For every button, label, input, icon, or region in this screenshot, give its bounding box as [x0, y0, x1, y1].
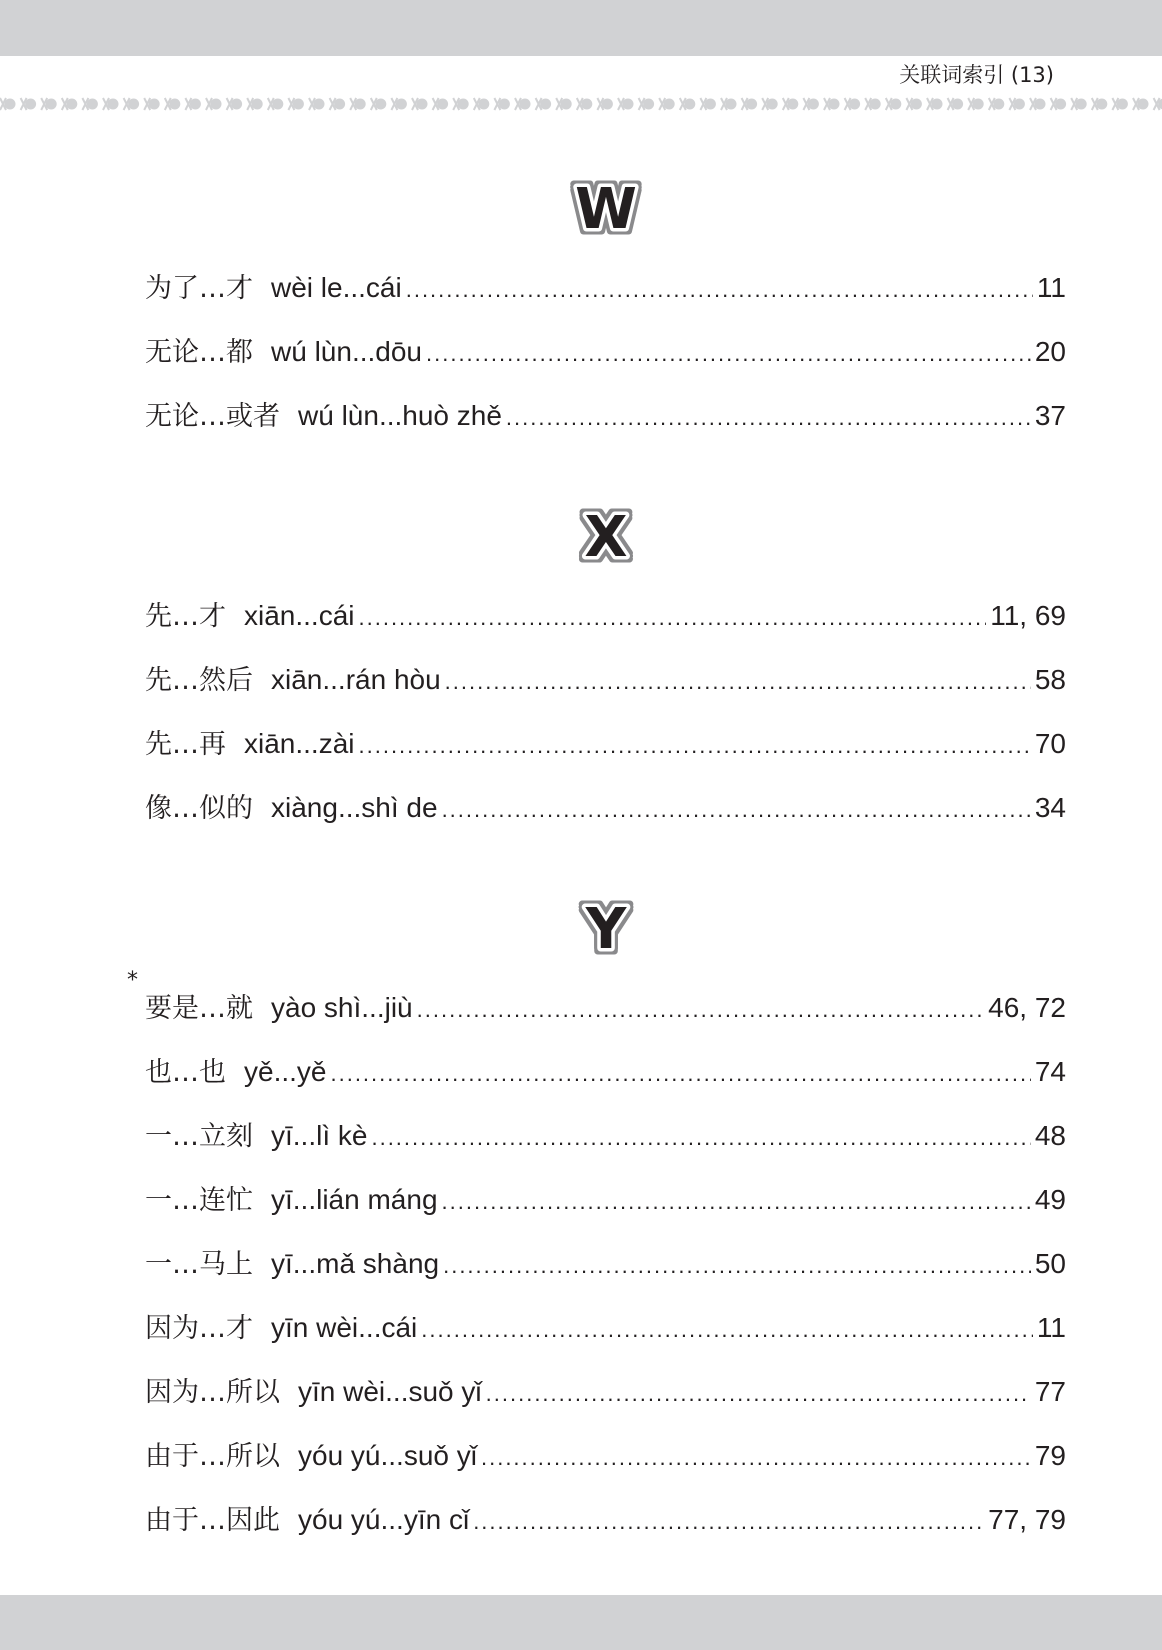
entry-pages: 34 — [1034, 792, 1066, 823]
dot-leader — [417, 978, 985, 1042]
pattern-dot — [829, 99, 840, 110]
pattern-dot — [499, 99, 510, 110]
letter-badge-y — [566, 892, 646, 962]
pattern-dot — [1014, 99, 1025, 110]
entry-chinese: 要是…就 — [145, 993, 253, 1024]
pattern-dot — [808, 99, 819, 110]
pattern-dot — [1138, 99, 1149, 110]
dot-leader — [442, 778, 1031, 842]
entry-chinese: 无论…都 — [145, 337, 253, 368]
entry-chinese: 由于…因此 — [145, 1505, 280, 1536]
dot-leader — [406, 258, 1033, 322]
pattern-dot — [334, 99, 345, 110]
pattern-dot — [520, 99, 531, 110]
dot-leader — [443, 1234, 1031, 1298]
entry-pinyin: wèi le...cái — [271, 272, 402, 303]
entry-pinyin: wú lùn...dōu — [271, 336, 422, 367]
pattern-dot — [684, 99, 695, 110]
pattern-dot — [787, 99, 798, 110]
pattern-dot — [870, 99, 881, 110]
entry-chinese: 为了…才 — [145, 273, 253, 304]
dot-leader — [426, 322, 1031, 386]
pattern-dot — [1096, 99, 1107, 110]
pattern-dot — [5, 99, 16, 110]
dot-leader — [445, 650, 1031, 714]
entry-pages: 77 — [1034, 1376, 1066, 1407]
pattern-dot — [993, 99, 1004, 110]
entry-pages: 11 — [1036, 1312, 1066, 1343]
entry-pinyin: xiān...zài — [244, 728, 355, 759]
pattern-dot — [890, 99, 901, 110]
dot-leader — [421, 1298, 1033, 1362]
pattern-dot — [1035, 99, 1046, 110]
index-entry — [145, 256, 1066, 320]
section-letter: W — [574, 177, 637, 242]
pattern-dot — [375, 99, 386, 110]
section-x — [145, 500, 1066, 840]
pattern-dot — [458, 99, 469, 110]
entry-pinyin: wú lùn...huò zhě — [298, 400, 502, 431]
entry-pages: 46, 72 — [988, 992, 1066, 1023]
dot-leader — [473, 1490, 984, 1554]
entry-pages: 58 — [1034, 664, 1066, 695]
entry-chinese: 像…似的 — [145, 793, 253, 824]
entry-chinese: 一…马上 — [145, 1249, 253, 1280]
entry-pinyin: yào shì...jiù — [271, 992, 413, 1023]
section-w — [145, 172, 1066, 448]
pattern-dot — [211, 99, 222, 110]
index-entry — [145, 1488, 1066, 1552]
entry-pinyin: yóu yú...suǒ yǐ — [298, 1440, 477, 1471]
pattern-dot — [293, 99, 304, 110]
pattern-dot — [932, 99, 943, 110]
top-band — [0, 0, 1162, 56]
index-entry — [145, 584, 1066, 648]
entry-pages: 74 — [1034, 1056, 1066, 1087]
letter-badge-w — [566, 172, 646, 242]
pattern-dot — [767, 99, 778, 110]
index-entry — [127, 968, 1066, 1040]
entry-pages: 49 — [1034, 1184, 1066, 1215]
pattern-dot — [643, 99, 654, 110]
section-letter: Y — [585, 897, 626, 962]
entry-pages: 70 — [1034, 728, 1066, 759]
bottom-band — [0, 1595, 1162, 1650]
pattern-dot — [602, 99, 613, 110]
pattern-dot — [190, 99, 201, 110]
pattern-dot — [25, 99, 36, 110]
dot-leader — [359, 586, 987, 650]
pattern-dot — [1117, 99, 1128, 110]
entry-pinyin: yóu yú...yīn cǐ — [298, 1504, 470, 1535]
dot-leader — [481, 1426, 1031, 1490]
pattern-dot — [952, 99, 963, 110]
letter-badge-x — [566, 500, 646, 570]
entry-pinyin: xiān...cái — [244, 600, 355, 631]
entry-pinyin: yě...yě — [244, 1056, 327, 1087]
pattern-dot — [1055, 99, 1066, 110]
pattern-dot — [726, 99, 737, 110]
pattern-dot — [1076, 99, 1087, 110]
index-entry — [145, 1424, 1066, 1488]
section-letter: X — [583, 505, 628, 570]
index-entry — [145, 712, 1066, 776]
index-entry — [145, 1104, 1066, 1168]
index-entry — [145, 648, 1066, 712]
dot-leader — [486, 1362, 1031, 1426]
pattern-dot — [252, 99, 263, 110]
entry-pages: 11 — [1036, 272, 1066, 303]
pattern-dot — [417, 99, 428, 110]
entry-chinese: 先…再 — [145, 729, 226, 760]
entry-pinyin: yī...lián máng — [271, 1184, 438, 1215]
entry-pinyin: xiān...rán hòu — [271, 664, 441, 695]
dot-leader — [359, 714, 1031, 778]
dot-leader — [330, 1042, 1030, 1106]
entry-pinyin: yī...mǎ shàng — [271, 1248, 440, 1279]
pattern-dot — [705, 99, 716, 110]
pattern-dot — [149, 99, 160, 110]
index-entry — [145, 1296, 1066, 1360]
decorative-pattern-band — [0, 97, 1162, 111]
pattern-dot — [66, 99, 77, 110]
dot-leader — [371, 1106, 1030, 1170]
entry-pinyin: yīn wèi...cái — [271, 1312, 418, 1343]
entry-pages: 20 — [1034, 336, 1066, 367]
index-entry — [145, 320, 1066, 384]
entry-chinese: 也…也 — [145, 1057, 226, 1088]
asterisk-mark: * — [127, 968, 138, 993]
pattern-dot — [664, 99, 675, 110]
section-y — [127, 892, 1066, 1552]
entry-pages: 11, 69 — [990, 600, 1066, 631]
pattern-dot — [396, 99, 407, 110]
pattern-dot — [272, 99, 283, 110]
entry-chinese: 一…立刻 — [145, 1121, 253, 1152]
dot-leader — [506, 386, 1031, 450]
pattern-dot — [314, 99, 325, 110]
pattern-dot — [561, 99, 572, 110]
pattern-dot — [437, 99, 448, 110]
entry-chinese: 先…然后 — [145, 665, 253, 696]
running-title: 关联词索引 (13) — [899, 63, 1054, 87]
entry-pages: 50 — [1034, 1248, 1066, 1279]
entry-pages: 37 — [1034, 400, 1066, 431]
dot-leader — [442, 1170, 1031, 1234]
pattern-dot — [973, 99, 984, 110]
entry-pages: 79 — [1034, 1440, 1066, 1471]
pattern-dot — [128, 99, 139, 110]
pattern-dot — [46, 99, 57, 110]
pattern-dot — [108, 99, 119, 110]
entry-pages: 48 — [1034, 1120, 1066, 1151]
pattern-dot — [746, 99, 757, 110]
pattern-dot — [849, 99, 860, 110]
entry-pinyin: yī...lì kè — [271, 1120, 368, 1151]
pattern-dot — [478, 99, 489, 110]
entry-pages: 77, 79 — [988, 1504, 1066, 1535]
index-entry — [145, 1040, 1066, 1104]
pattern-dot — [169, 99, 180, 110]
index-entry — [145, 1168, 1066, 1232]
entry-pinyin: xiàng...shì de — [271, 792, 438, 823]
pattern-dot — [623, 99, 634, 110]
pattern-dot — [540, 99, 551, 110]
pattern-dot — [581, 99, 592, 110]
index-entry — [145, 1232, 1066, 1296]
entry-chinese: 无论…或者 — [145, 401, 280, 432]
pattern-dot — [355, 99, 366, 110]
entry-chinese: 因为…才 — [145, 1313, 253, 1344]
index-entry — [145, 776, 1066, 840]
pattern-dot — [231, 99, 242, 110]
index-entry — [145, 384, 1066, 448]
entry-pinyin: yīn wèi...suǒ yǐ — [298, 1376, 482, 1407]
pattern-dot — [911, 99, 922, 110]
entry-chinese: 一…连忙 — [145, 1185, 253, 1216]
pattern-dot — [87, 99, 98, 110]
index-entry — [145, 1360, 1066, 1424]
entry-chinese: 先…才 — [145, 601, 226, 632]
entry-chinese: 因为…所以 — [145, 1377, 280, 1408]
entry-chinese: 由于…所以 — [145, 1441, 280, 1472]
